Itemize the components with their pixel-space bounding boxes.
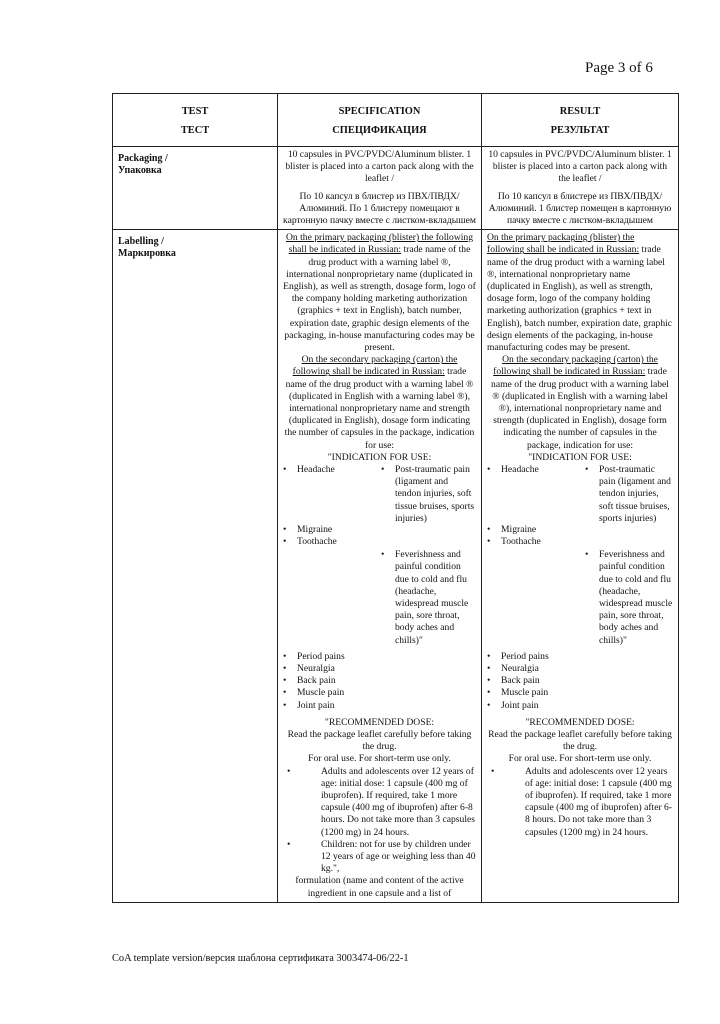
header-spec-en: SPECIFICATION [338,106,421,117]
list-item: • Neuralgia [487,663,673,675]
list-item: • Headache [487,464,585,476]
list-item: • Back pain [283,675,476,687]
list-item: • Adults and adolescents over 12 years of age: initial dose: 1 capsule (400 mg of ibuprofen). If required, take 1 more capsule (400 mg of ibuprofen) after 6-8 hours. Do not take more than 3 capsules (1200 mg) in 24 hours. [487,766,673,839]
list-item: • Migraine [487,524,585,536]
spec-indication-rest [283,651,476,712]
result-dose-oral: For oral use. For short-term use only. [508,753,652,765]
list-item: • Post-traumatic pain (ligament and tendon injuries, soft tissue bruises, sports injuries) [381,464,476,525]
packaging-label-ru: Упаковка [118,165,162,177]
list-item: • Toothache [487,536,585,548]
list-item: • Joint pain [283,700,476,712]
header-test-en: TEST [181,106,209,117]
packaging-label-en: Packaging / [118,153,168,164]
result-secondary: On the secondary packaging (carton) the following shall be indicated in Russian: trade name of the drug product with a warning label ® (duplicated in English with a warning label ®), international nonproprietary name and strength (duplicated in English), dosage form indicating the number of capsules in the package, indication for use: [491,354,669,451]
list-item: • Neuralgia [283,663,476,675]
result-indications [487,464,673,647]
list-item: • Feverishness and painful condition due to cold and flu (headache, widespread muscle pain, sore throat, body aches and chills)" [585,549,673,647]
list-item: • Back pain [487,675,673,687]
table-header-row [113,94,679,147]
spec-secondary: On the secondary packaging (carton) the following shall be indicated in Russian: trade name of the drug product with a warning label ® (duplicated in English with a warning label ®), international nonproprietary name and strength (duplicated in English), dosage form indicating the number of capsules in the package, indication for use: [284,354,475,451]
result-dose-list [487,766,673,839]
list-item: • Feverishness and painful condition due to cold and flu (headache, widespread muscle pain, sore throat, body aches and chills)" [381,549,476,647]
spec-dose-list [283,766,476,876]
list-item: • Period pains [487,651,673,663]
packaging-spec [278,147,482,230]
list-item: • Muscle pain [487,687,673,699]
list-item: • Migraine [283,524,381,536]
result-indication-rest [487,651,673,712]
packaging-result-en: 10 capsules in PVC/PVDC/Aluminum blister. 1 blister is placed into a carton pack along with the leaflet / [488,149,672,185]
result-primary: On the primary packaging (blister) the following shall be indicated in Russian: trade name of the drug product with a warning label ®, international nonproprietary name (duplicated in English), as well as strength, dosage form, logo of the company holding marketing authorization (graphics + text in English), batch number, expiration date, graphic design elements of the packaging, in-house manufacturing codes may be present. [487,232,673,354]
spec-formulation: formulation (name and content of the active ingredient in one capsule and a list of [295,875,464,899]
list-item: • Post-traumatic pain (ligament and tendon injuries, soft tissue bruises, sports injuries) [585,464,673,525]
template-version-footer: CoA template version/версия шаблона сертификата 3003474-06/22-1 [112,953,409,964]
spec-dose-title: "RECOMMENDED DOSE: [324,716,435,728]
labelling-spec [278,230,482,903]
labelling-label-en: Labelling / [118,236,164,248]
list-item: • Toothache [283,536,381,548]
header-result-ru: РЕЗУЛЬТАТ [550,125,610,136]
result-dose-title: "RECOMMENDED DOSE: [525,716,635,728]
labelling-result [482,230,679,903]
result-dose-read: Read the package leaflet carefully before taking the drug. [488,728,672,753]
list-item: • Joint pain [487,700,673,712]
header-test [113,94,278,147]
labelling-row [113,230,679,903]
spec-indications [283,464,476,647]
list-item: • Headache [283,464,381,476]
labelling-label [113,230,278,903]
result-indication-title: "INDICATION FOR USE: [528,451,632,463]
packaging-row [113,147,679,230]
spec-indication-title: "INDICATION FOR USE: [327,451,432,463]
page-number: Page 3 of 6 [585,60,653,76]
packaging-result [482,147,679,230]
packaging-spec-en: 10 capsules in PVC/PVDC/Aluminum blister. 1 blister is placed into a carton pack along with the leaflet / [285,149,474,185]
list-item: • Muscle pain [283,687,476,699]
list-item: • Adults and adolescents over 12 years of age: initial dose: 1 capsule (400 mg of ibuprofen). If required, take 1 more capsule (400 mg of ibuprofen) after 6-8 hours. Do not take more than 3 capsules (1200 mg) in 24 hours. [283,766,476,839]
labelling-label-ru: Маркировка [118,248,176,260]
header-result [482,94,679,147]
header-spec-ru: СПЕЦИФИКАЦИЯ [332,125,427,136]
list-item: • Children: not for use by children under 12 years of age or weighing less than 40 kg.", [283,839,476,876]
packaging-result-ru: По 10 капсул в блистере из ПВХ/ПВДХ/Алюминий. 1 блистер помещен в картонную пачку вместе с листком-вкладышем [488,190,672,227]
spec-dose-oral: For oral use. For short-term use only. [308,753,451,765]
packaging-spec-ru: По 10 капсул в блистер из ПВХ/ПВДХ/ Алюминий. По 1 блистеру помещают в картонную пачку вместе с листком-вкладышем [283,190,476,227]
header-result-en: RESULT [559,106,601,117]
spec-primary: On the primary packaging (blister) the following shall be indicated in Russian: trade name of the drug product with a warning label ®, international nonproprietary name (duplicated in English), as well as strength, dosage form, logo of the company holding marketing authorization (graphics + text in English), batch number, expiration date, graphic design elements of the packaging, in-house manufacturing codes may be present. [283,232,476,354]
header-spec [278,94,482,147]
spec-dose-read: Read the package leaflet carefully before taking the drug. [287,728,472,753]
list-item: • Period pains [283,651,476,663]
header-test-ru: ТЕСТ [180,125,210,136]
coa-table [112,93,679,903]
packaging-label [113,147,278,230]
